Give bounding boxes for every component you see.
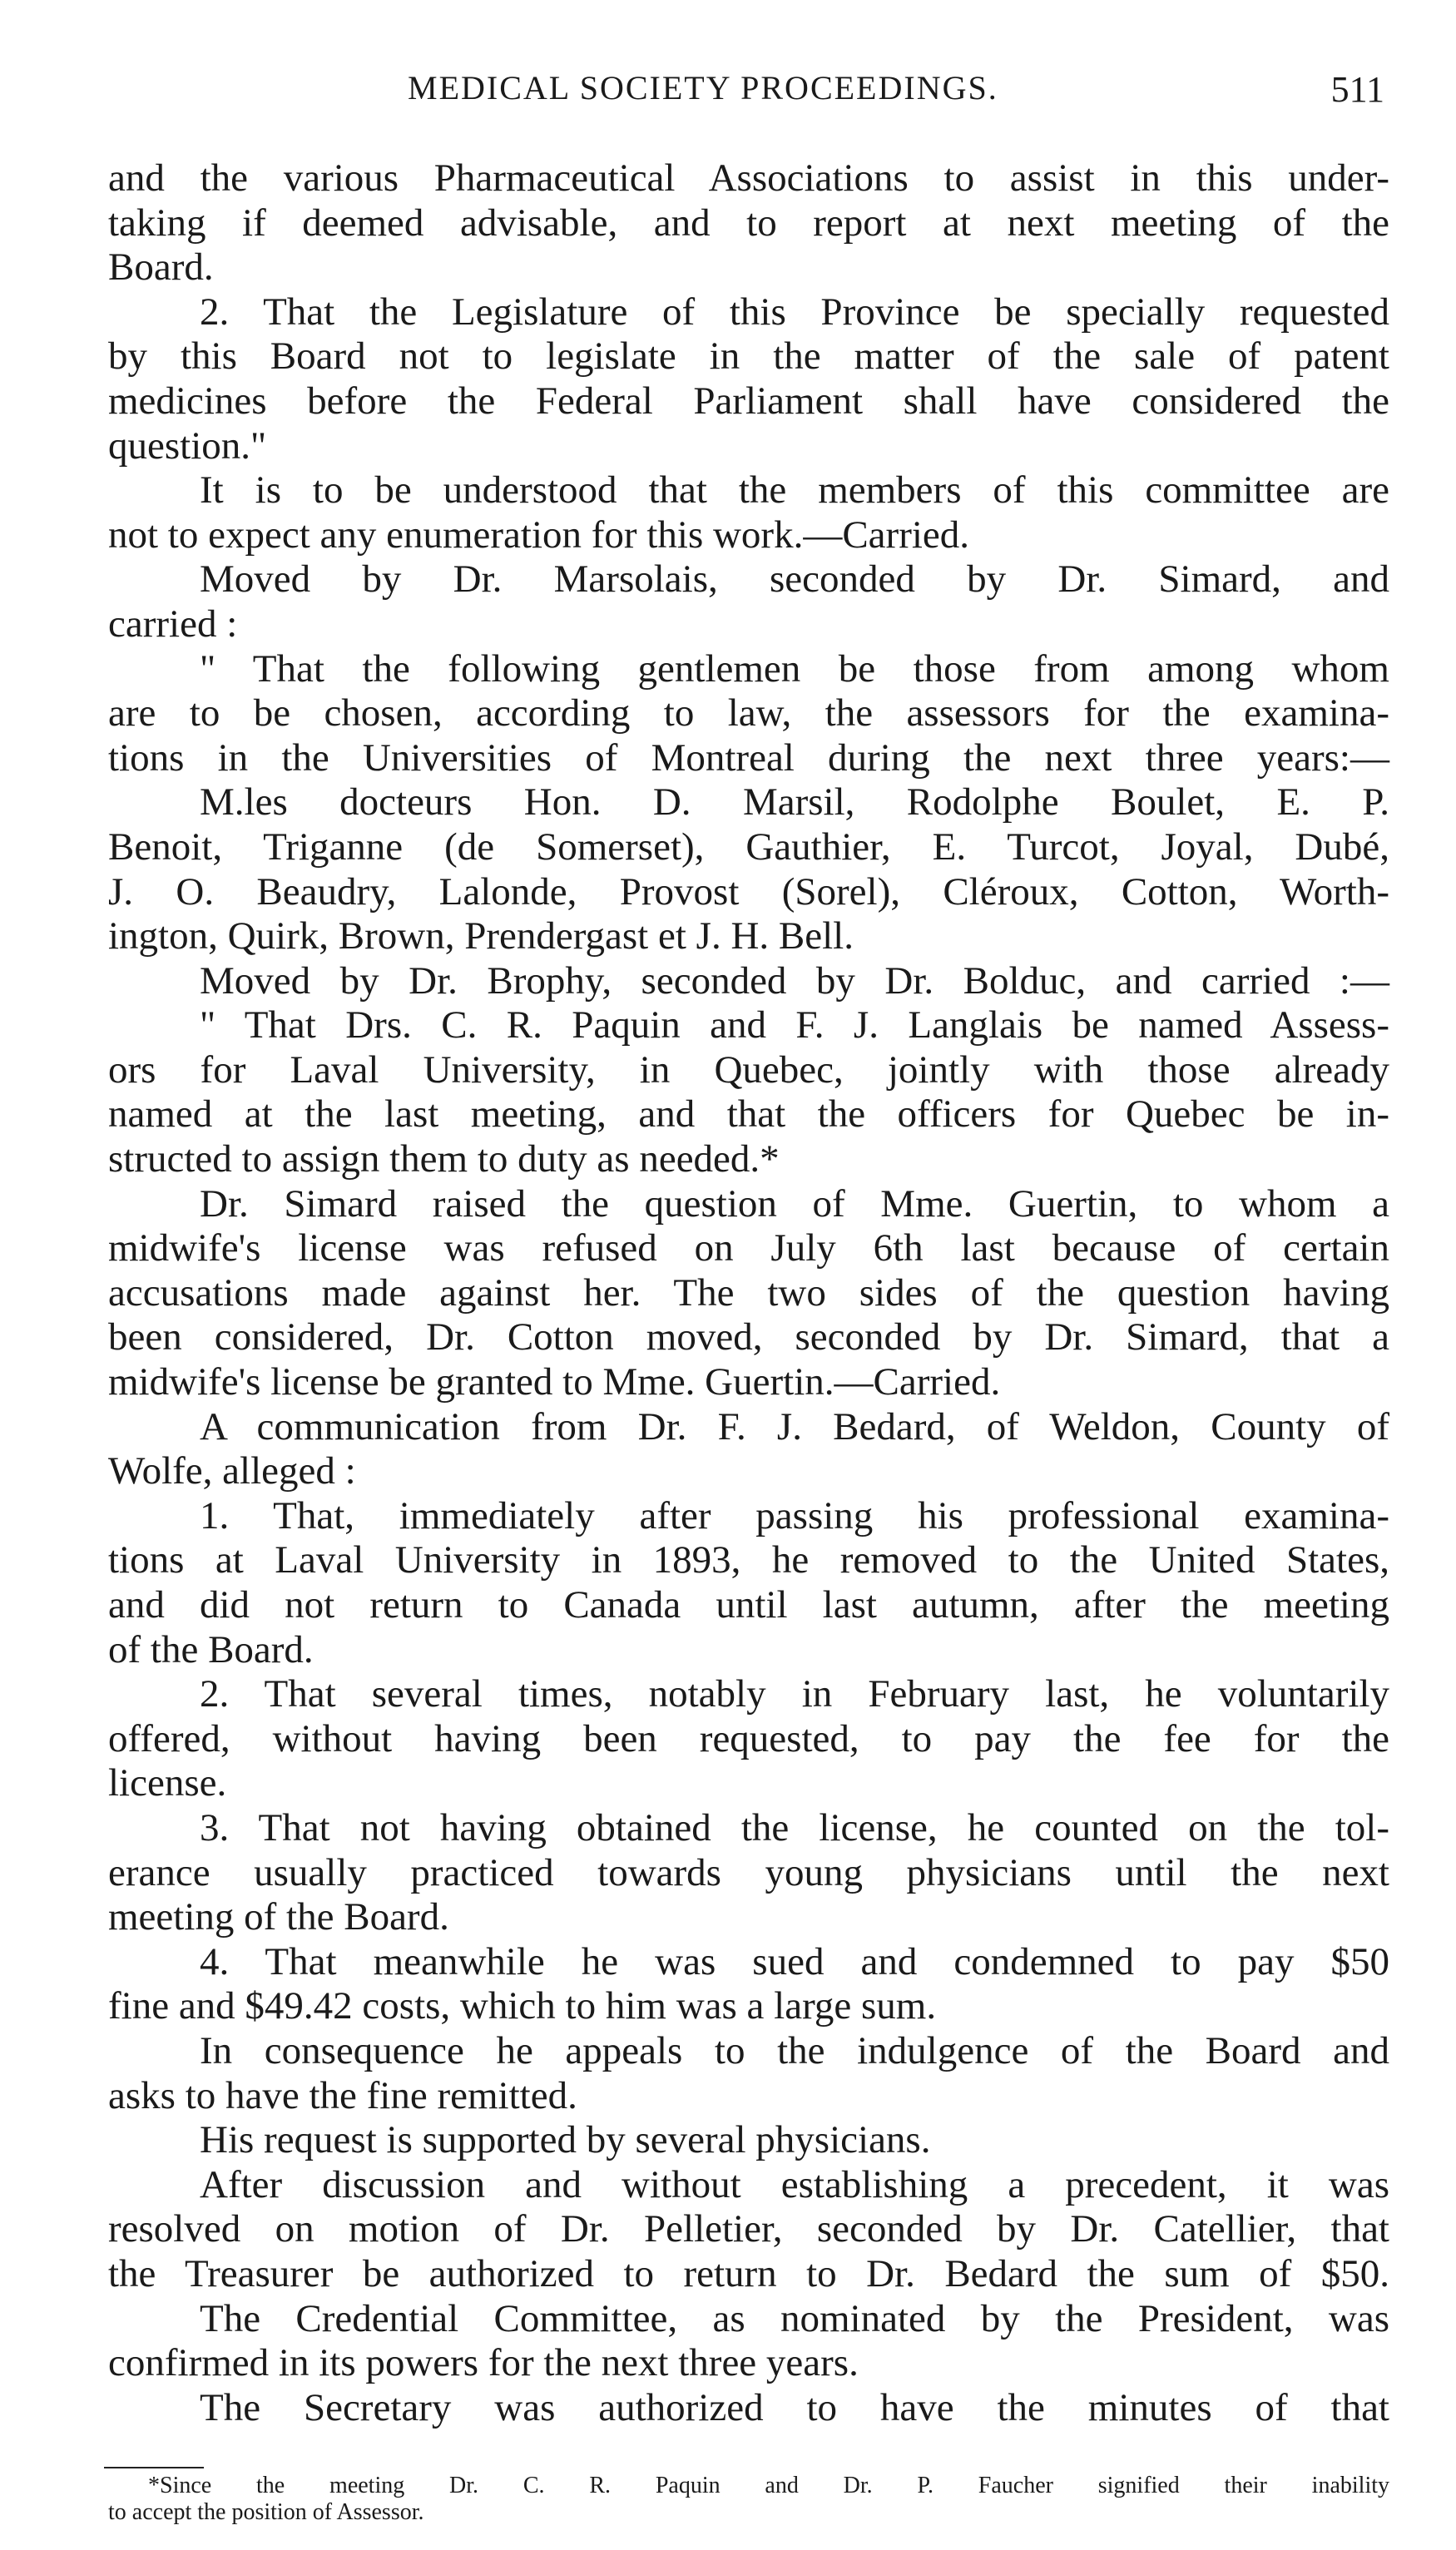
page-number: 511 <box>1330 69 1384 110</box>
text-line: Benoit, Triganne (de Somerset), Gauthier, E. Turcot, Joyal, Dubé, <box>108 824 1389 869</box>
text-line: tions in the Universities of Montreal during the next three years:— <box>108 735 1389 780</box>
text-line: erance usually practiced towards young physicians until the next <box>108 1850 1389 1894</box>
text-line: taking if deemed advisable, and to report at next meeting of the <box>108 201 1389 245</box>
text-line: " That Drs. C. R. Paquin and F. J. Langlais be named Assess- <box>200 1003 1389 1047</box>
text-line: midwife's license be granted to Mme. Guertin.—Carried. <box>108 1360 1001 1404</box>
text-line: are to be chosen, according to law, the assessors for the examina- <box>108 691 1389 735</box>
footnote-line: to accept the position of Assessor. <box>108 2499 424 2525</box>
text-line: ors for Laval University, in Quebec, jointly with those already <box>108 1047 1389 1092</box>
text-line: The Secretary was authorized to have the minutes of that <box>200 2385 1389 2429</box>
text-line: It is to be understood that the members of this committee are <box>200 468 1389 512</box>
text-line: midwife's license was refused on July 6th last because of certain <box>108 1226 1389 1270</box>
text-line: Wolfe, alleged : <box>108 1449 356 1493</box>
text-line: 2. That the Legislature of this Province be specially requested <box>200 290 1389 334</box>
text-line: not to expect any enumeration for this work.—Carried. <box>108 512 970 557</box>
text-line: 4. That meanwhile he was sued and condemned to pay $50 <box>200 1939 1389 1983</box>
running-title: MEDICAL SOCIETY PROCEEDINGS. <box>408 69 998 106</box>
text-line: " That the following gentlemen be those from among whom <box>200 646 1389 691</box>
text-line: license. <box>108 1761 227 1805</box>
text-line: carried : <box>108 602 238 646</box>
text-line: named at the last meeting, and that the officers for Quebec be in- <box>108 1092 1389 1136</box>
text-line: A communication from Dr. F. J. Bedard, of Weldon, County of <box>200 1404 1389 1448</box>
text-line: Moved by Dr. Marsolais, seconded by Dr. Simard, and <box>200 557 1389 602</box>
text-line: been considered, Dr. Cotton moved, seconded by Dr. Simard, that a <box>108 1315 1389 1359</box>
text-line: the Treasurer be authorized to return to Dr. Bedard the sum of $50. <box>108 2251 1389 2295</box>
text-line: and did not return to Canada until last autumn, after the meeting <box>108 1583 1389 1627</box>
text-line: asks to have the fine remitted. <box>108 2073 577 2117</box>
text-line: In consequence he appeals to the indulgence of the Board and <box>200 2028 1389 2072</box>
text-line: 3. That not having obtained the license, he counted on the tol- <box>200 1805 1389 1849</box>
text-line: question." <box>108 423 267 468</box>
footnote-line: *Since the meeting Dr. C. R. Paquin and Dr. P. Faucher signified their inability <box>148 2473 1389 2498</box>
text-line: The Credential Committee, as nominated by the President, was <box>200 2296 1389 2340</box>
text-line: Moved by Dr. Brophy, seconded by Dr. Bolduc, and carried :— <box>200 958 1389 1003</box>
footnote <box>108 2473 1389 2526</box>
text-line: Dr. Simard raised the question of Mme. Guertin, to whom a <box>200 1181 1389 1225</box>
footnote-rule <box>104 2467 204 2468</box>
text-line: M.les docteurs Hon. D. Marsil, Rodolphe Boulet, E. P. <box>200 780 1389 824</box>
text-line: offered, without having been requested, to pay the fee for the <box>108 1716 1389 1760</box>
text-line: meeting of the Board. <box>108 1895 449 1939</box>
body-text <box>108 156 1389 2430</box>
text-line: confirmed in its powers for the next three years. <box>108 2341 859 2385</box>
text-line: 1. That, immediately after passing his professional examina- <box>200 1493 1389 1537</box>
text-line: resolved on motion of Dr. Pelletier, seconded by Dr. Catellier, that <box>108 2207 1389 2251</box>
text-line: of the Board. <box>108 1627 314 1671</box>
text-line: by this Board not to legislate in the matter of the sale of patent <box>108 334 1389 379</box>
text-line: structed to assign them to duty as needed.* <box>108 1137 780 1181</box>
text-line: accusations made against her. The two sides of the question having <box>108 1270 1389 1315</box>
text-line: After discussion and without establishing a precedent, it was <box>200 2162 1389 2206</box>
text-line: tions at Laval University in 1893, he removed to the United States, <box>108 1538 1389 1582</box>
text-line: His request is supported by several physicians. <box>200 2118 931 2162</box>
text-line: ington, Quirk, Brown, Prendergast et J. H. Bell. <box>108 914 854 958</box>
text-line: and the various Pharmaceutical Associations to assist in this under- <box>108 156 1389 200</box>
text-line: 2. That several times, notably in February last, he voluntarily <box>200 1672 1389 1716</box>
text-line: J. O. Beaudry, Lalonde, Provost (Sorel), Cléroux, Cotton, Worth- <box>108 869 1389 914</box>
text-line: fine and $49.42 costs, which to him was a large sum. <box>108 1984 937 2028</box>
text-line: Board. <box>108 245 214 290</box>
text-line: medicines before the Federal Parliament shall have considered the <box>108 379 1389 423</box>
running-header <box>108 68 1389 118</box>
